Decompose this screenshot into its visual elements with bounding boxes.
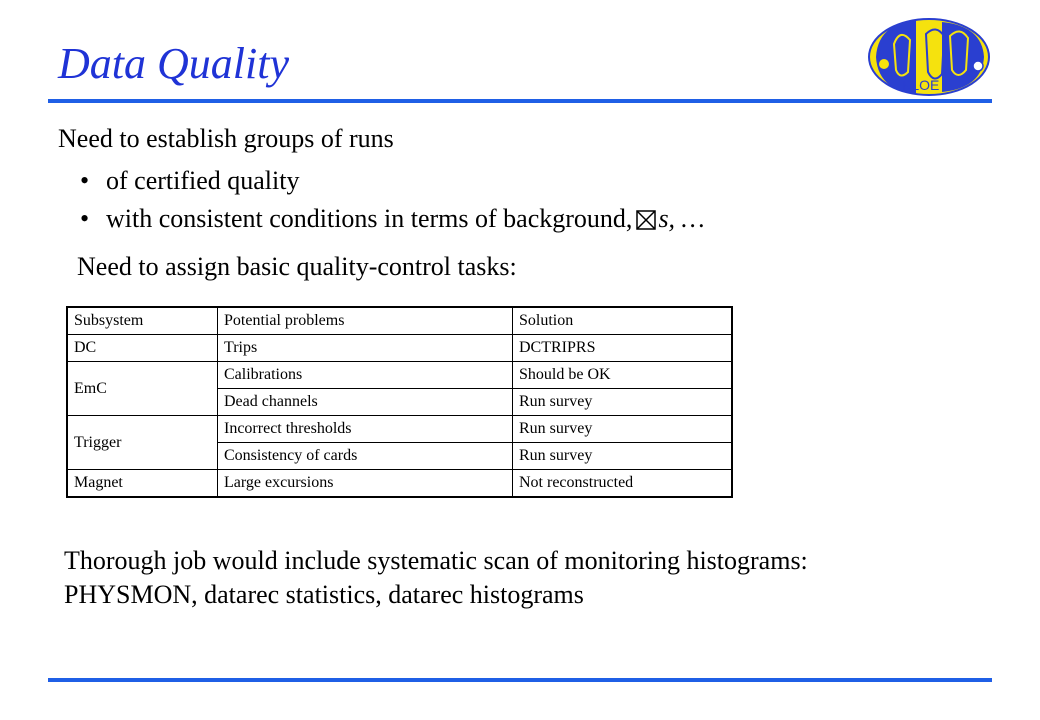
cell-subsystem: Trigger: [67, 416, 218, 470]
table-header-row: [67, 307, 732, 335]
cell-subsystem: Magnet: [67, 470, 218, 498]
missing-glyph-icon: [636, 210, 656, 230]
bullet-item: [80, 164, 705, 202]
cell-problem: Dead channels: [218, 389, 513, 416]
table-row: [67, 335, 732, 362]
bullet-list: [80, 164, 705, 240]
bullet-text: of certified quality: [106, 166, 300, 195]
bullet-text-suffix: s, …: [658, 204, 705, 233]
intro-text: Need to establish groups of runs: [58, 124, 394, 153]
cell-problem: Large excursions: [218, 470, 513, 498]
cell-problem: Consistency of cards: [218, 443, 513, 470]
cell-solution: Run survey: [513, 389, 733, 416]
bullet-icon: •: [80, 204, 90, 233]
conclusion-line: PHYSMON, datarec statistics, datarec histograms: [64, 580, 584, 609]
header-divider: [48, 99, 992, 103]
cell-solution: Run survey: [513, 443, 733, 470]
bullet-item: [80, 202, 705, 240]
cell-subsystem: DC: [67, 335, 218, 362]
logo-text: KLOE: [902, 77, 940, 93]
cell-problem: Incorrect thresholds: [218, 416, 513, 443]
header-solution: Solution: [513, 307, 733, 335]
table-row: [67, 416, 732, 443]
header-subsystem: Subsystem: [67, 307, 218, 335]
bullet-text: with consistent conditions in terms of background,: [106, 204, 633, 233]
cell-subsystem: EmC: [67, 362, 218, 416]
header-problems: Potential problems: [218, 307, 513, 335]
cell-problem: Calibrations: [218, 362, 513, 389]
table-row: [67, 362, 732, 389]
footer-divider: [48, 678, 992, 682]
bullet-icon: •: [80, 166, 90, 195]
quality-tasks-table: [66, 306, 733, 498]
cell-solution: Not reconstructed: [513, 470, 733, 498]
conclusion-line: Thorough job would include systematic scan of monitoring histograms:: [64, 546, 808, 575]
table-row: [67, 470, 732, 498]
tasks-heading: Need to assign basic quality-control tasks:: [77, 252, 517, 281]
cell-solution: Run survey: [513, 416, 733, 443]
cell-solution: DCTRIPRS: [513, 335, 733, 362]
cell-solution: Should be OK: [513, 362, 733, 389]
kloe-logo: [866, 14, 992, 100]
slide-title: Data Quality: [58, 39, 289, 88]
conclusion-paragraph: [64, 544, 808, 612]
cell-problem: Trips: [218, 335, 513, 362]
